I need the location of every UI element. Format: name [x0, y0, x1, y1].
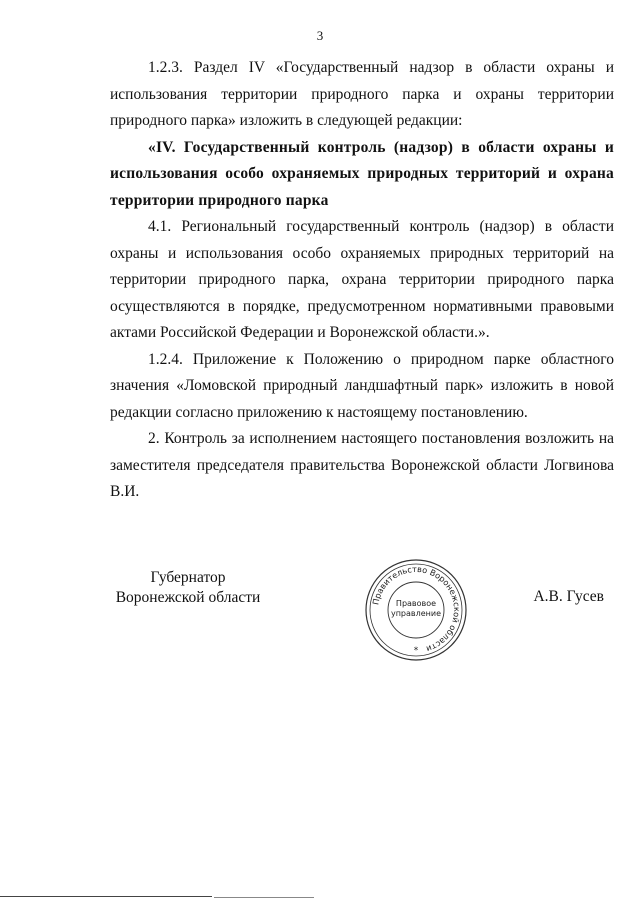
document-body	[110, 55, 614, 506]
footer-rule-secondary	[214, 897, 314, 898]
footer-rule	[0, 896, 212, 897]
signatory-name: А.В. Гусев	[533, 588, 604, 605]
page-number: 3	[316, 28, 324, 43]
paragraph-2-control: 2. Контроль за исполнением настоящего постановления возложить на заместителя председателя правительства Воронежской области Логвинова В.И.	[110, 430, 614, 500]
signatory-position-line2: Воронежской области	[115, 589, 261, 606]
stamp-ring-text: Правительство Воронежской области	[370, 563, 463, 655]
paragraph-1-2-4: 1.2.4. Приложение к Положению о природном парке областного значения «Ломовской природный ландшафтный парк» изложить в новой редакции согласно приложению к настоящему постановлению.	[110, 350, 614, 421]
stamp-center-line1: Правовое	[395, 599, 437, 608]
paragraph-4-1: 4.1. Региональный государственный контроль (надзор) в области охраны и использования особо охраняемых природных территорий на территории природного парка, охрана территории природного парка осуществляются в порядке, предусмотренном нормативными правовыми актами Российской Федерации и Воронежской области.».	[110, 218, 614, 341]
signatory-position-line1: Губернатор	[150, 569, 226, 586]
signatory-position	[108, 568, 268, 608]
stamp-center-line2: управление	[390, 609, 442, 618]
stamp-star-icon: *	[413, 646, 419, 656]
paragraph-section-iv-heading: «IV. Государственный контроль (надзор) в области охраны и использования особо охраняемых природных территорий и охрана территории природного парка	[110, 138, 614, 209]
official-stamp	[364, 558, 468, 662]
paragraph-1-2-3: 1.2.3. Раздел IV «Государственный надзор в области охраны и использования территории природного парка и охраны территории природного парка» изложить в следующей редакции:	[110, 59, 614, 129]
